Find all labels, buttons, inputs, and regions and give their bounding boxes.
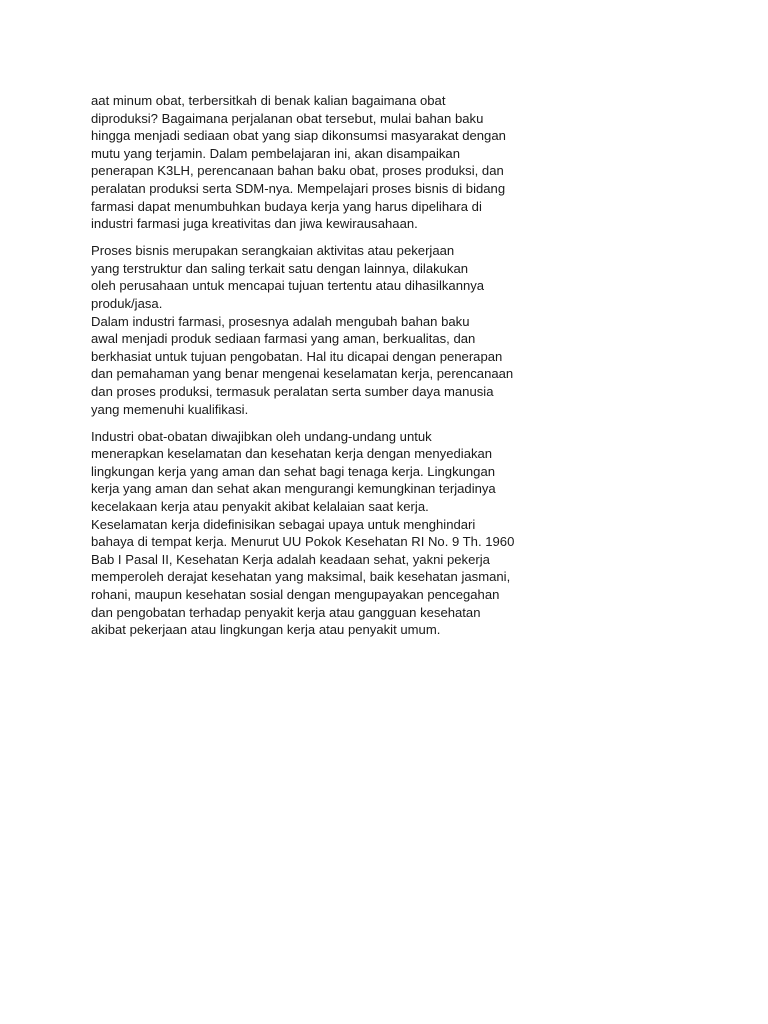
text-line: dan pemahaman yang benar mengenai keselamatan kerja, perencanaan [91,366,514,382]
text-line: Bab I Pasal II, Kesehatan Kerja adalah keadaan sehat, yakni pekerja [91,551,490,567]
paragraph-2 [91,242,561,418]
text-line: kerja yang aman dan sehat akan mengurangi kemungkinan terjadinya [91,481,496,497]
text-line: bahaya di tempat kerja. Menurut UU Pokok Kesehatan RI No. 9 Th. 1960 [91,534,515,550]
paragraph-3 [91,428,561,639]
text-line: penerapan K3LH, perencanaan bahan baku obat, proses produksi, dan [91,163,504,179]
text-line: hingga menjadi sediaan obat yang siap dikonsumsi masyarakat dengan [91,128,506,144]
text-line: lingkungan kerja yang aman dan sehat bagi tenaga kerja. Lingkungan [91,463,496,479]
text-line: Keselamatan kerja didefinisikan sebagai upaya untuk menghindari [91,516,476,532]
text-line: mutu yang terjamin. Dalam pembelajaran ini, akan disampaikan [91,145,460,161]
paragraph-spacer [91,233,561,243]
text-line: berkhasiat untuk tujuan pengobatan. Hal itu dicapai dengan penerapan [91,348,503,364]
text-line: diproduksi? Bagaimana perjalanan obat tersebut, mulai bahan baku [91,110,484,126]
paragraph-1 [91,92,561,233]
text-line: aat minum obat, terbersitkah di benak kalian bagaimana obat [91,93,446,108]
text-line: awal menjadi produk sediaan farmasi yang aman, berkualitas, dan [91,331,476,347]
text-line: farmasi dapat menumbuhkan budaya kerja yang harus dipelihara di [91,198,482,214]
paragraph-spacer [91,418,561,428]
text-line: menerapkan keselamatan dan kesehatan kerja dengan menyediakan [91,446,493,462]
text-line: yang memenuhi kualifikasi. [91,401,249,417]
text-line: memperoleh derajat kesehatan yang maksimal, baik kesehatan jasmani, [91,569,511,585]
text-line: dan pengobatan terhadap penyakit kerja atau gangguan kesehatan [91,604,481,620]
document-body [91,92,561,639]
text-line: oleh perusahaan untuk mencapai tujuan tertentu atau dihasilkannya [91,278,485,294]
text-line: Dalam industri farmasi, prosesnya adalah mengubah bahan baku [91,313,470,329]
text-line: peralatan produksi serta SDM-nya. Mempelajari proses bisnis di bidang [91,180,506,196]
text-line: Industri obat-obatan diwajibkan oleh undang-undang untuk [91,428,432,444]
text-line: akibat pekerjaan atau lingkungan kerja atau penyakit umum. [91,622,441,638]
text-line: Proses bisnis merupakan serangkaian aktivitas atau pekerjaan [91,243,455,259]
text-line: dan proses produksi, termasuk peralatan serta sumber daya manusia [91,384,494,399]
text-line: kecelakaan kerja atau penyakit akibat kelalaian saat kerja. [91,499,429,515]
text-line: industri farmasi juga kreativitas dan jiwa kewirausahaan. [91,216,418,232]
text-line: yang terstruktur dan saling terkait satu dengan lainnya, dilakukan [91,260,469,276]
text-line: produk/jasa. [91,296,163,312]
text-line: rohani, maupun kesehatan sosial dengan mengupayakan pencegahan [91,587,500,603]
